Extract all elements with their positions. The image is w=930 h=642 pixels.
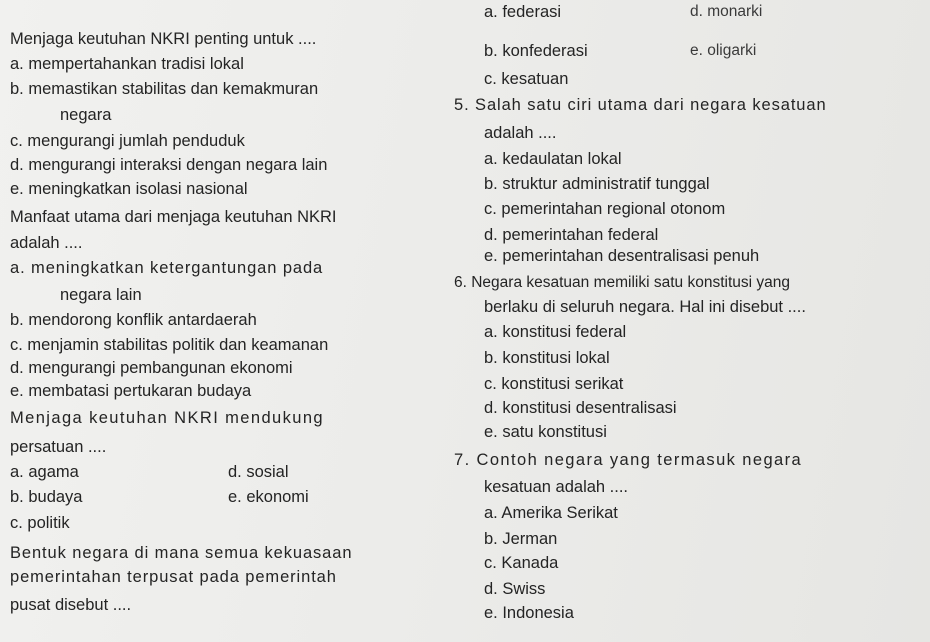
answer-option: b. konstitusi lokal xyxy=(484,349,610,367)
question-stem: pemerintahan terpusat pada pemerintah xyxy=(10,568,337,586)
question-stem: 5. Salah satu ciri utama dari negara kesatuan xyxy=(454,96,827,114)
question-stem: Menjaga keutuhan NKRI penting untuk .... xyxy=(10,30,317,48)
answer-option: b. Jerman xyxy=(484,530,558,548)
answer-option-continuation: negara xyxy=(60,106,112,124)
question-stem: berlaku di seluruh negara. Hal ini disebut .... xyxy=(484,298,806,316)
question-stem: kesatuan adalah .... xyxy=(484,478,629,496)
answer-option: a. Amerika Serikat xyxy=(484,504,618,522)
answer-option: b. konfederasi xyxy=(484,42,588,60)
answer-option: c. pemerintahan regional otonom xyxy=(484,200,726,218)
answer-option: d. sosial xyxy=(228,463,289,481)
answer-option: b. struktur administratif tunggal xyxy=(484,175,710,193)
answer-option: d. pemerintahan federal xyxy=(484,226,659,244)
answer-option: e. oligarki xyxy=(690,42,757,59)
answer-option: d. Swiss xyxy=(484,580,546,598)
answer-option: c. Kanada xyxy=(484,554,559,572)
answer-option: e. meningkatkan isolasi nasional xyxy=(10,180,248,198)
question-stem: Manfaat utama dari menjaga keutuhan NKRI xyxy=(10,208,337,226)
answer-option: c. kesatuan xyxy=(484,70,569,88)
answer-option-continuation: negara lain xyxy=(60,286,142,304)
answer-option: c. mengurangi jumlah penduduk xyxy=(10,132,245,150)
question-stem: pusat disebut .... xyxy=(10,596,132,614)
question-stem: Bentuk negara di mana semua kekuasaan xyxy=(10,544,353,562)
answer-option: c. menjamin stabilitas politik dan keamanan xyxy=(10,336,329,354)
answer-option: d. konstitusi desentralisasi xyxy=(484,399,677,417)
answer-option: b. budaya xyxy=(10,488,83,506)
question-stem: adalah .... xyxy=(484,124,557,142)
answer-option: e. Indonesia xyxy=(484,604,574,622)
answer-option: a. meningkatkan ketergantungan pada xyxy=(10,259,324,277)
answer-option: d. mengurangi interaksi dengan negara lain xyxy=(10,156,328,174)
question-stem: persatuan .... xyxy=(10,438,107,456)
answer-option: b. mendorong konflik antardaerah xyxy=(10,311,257,329)
answer-option: a. konstitusi federal xyxy=(484,323,627,341)
answer-option: e. membatasi pertukaran budaya xyxy=(10,382,252,400)
question-stem: 7. Contoh negara yang termasuk negara xyxy=(454,451,803,469)
answer-option: c. politik xyxy=(10,514,70,532)
answer-option: a. federasi xyxy=(484,3,562,21)
answer-option: a. kedaulatan lokal xyxy=(484,150,622,168)
question-stem: 6. Negara kesatuan memiliki satu konstitusi yang xyxy=(454,274,790,291)
answer-option: b. memastikan stabilitas dan kemakmuran xyxy=(10,80,319,98)
answer-option: e. ekonomi xyxy=(228,488,309,506)
answer-option: a. mempertahankan tradisi lokal xyxy=(10,55,244,73)
question-stem: adalah .... xyxy=(10,234,83,252)
question-stem: Menjaga keutuhan NKRI mendukung xyxy=(10,409,324,427)
answer-option: e. pemerintahan desentralisasi penuh xyxy=(484,247,760,265)
answer-option: a. agama xyxy=(10,463,79,481)
answer-option: e. satu konstitusi xyxy=(484,423,607,441)
answer-option: c. konstitusi serikat xyxy=(484,375,624,393)
answer-option: d. mengurangi pembangunan ekonomi xyxy=(10,359,293,377)
answer-option: d. monarki xyxy=(690,3,763,20)
